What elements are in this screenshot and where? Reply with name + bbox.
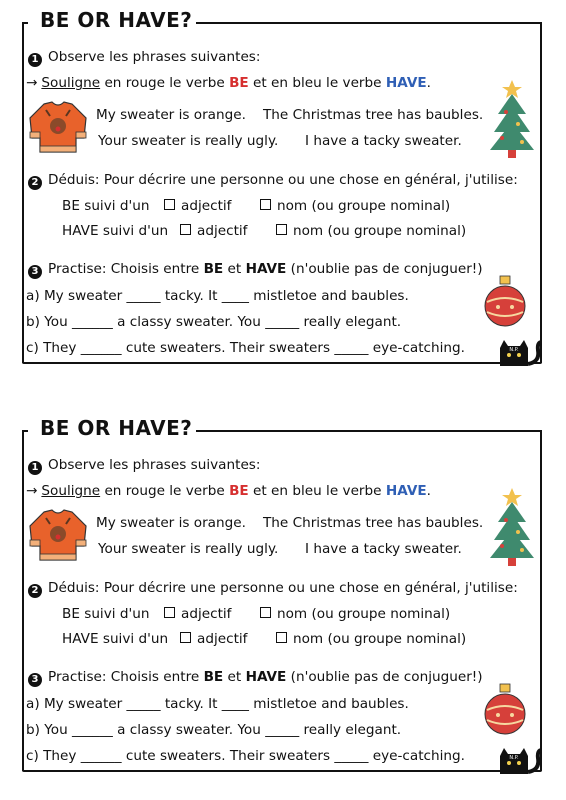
black-cat-icon (498, 746, 544, 774)
step-3: 3 Practise: Choisis entre BE et HAVE (n'oublie pas de conjuguer!) (28, 669, 483, 687)
exercise-b[interactable]: b) You ______ a classy sweater. You _____ really elegant. (26, 314, 402, 330)
option-be-adjective[interactable]: adjectif (164, 606, 231, 622)
option-have-noun[interactable]: nom (ou groupe nominal) (276, 631, 466, 647)
option-have-adjective[interactable]: adjectif (180, 631, 247, 647)
sweater-icon (26, 506, 90, 564)
exercise-b[interactable]: b) You ______ a classy sweater. You _____ really elegant. (26, 722, 402, 738)
checkbox[interactable] (180, 632, 191, 643)
sentence-3: Your sweater is really ugly. (98, 541, 279, 557)
checkbox[interactable] (276, 224, 287, 235)
exercise-a[interactable]: a) My sweater _____ tacky. It ____ mistletoe and baubles. (26, 696, 409, 712)
sentence-4: I have a tacky sweater. (305, 133, 462, 149)
checkbox[interactable] (164, 199, 175, 210)
option-be-noun[interactable]: nom (ou groupe nominal) (260, 198, 450, 214)
worksheet-frame (22, 22, 542, 364)
sweater-icon (26, 98, 90, 156)
sentence-4: I have a tacky sweater. (305, 541, 462, 557)
sentence-2: The Christmas tree has baubles. (263, 515, 484, 531)
svg-text:N.P.: N.P. (509, 347, 519, 353)
step-2: 2 Déduis: Pour décrire une personne ou une chose en général, j'utilise: (28, 580, 518, 598)
checkbox[interactable] (260, 607, 271, 618)
exercise-a[interactable]: a) My sweater _____ tacky. It ____ mistletoe and baubles. (26, 288, 409, 304)
option-have-adjective[interactable]: adjectif (180, 223, 247, 239)
bauble-icon (482, 682, 528, 740)
option-have-noun[interactable]: nom (ou groupe nominal) (276, 223, 466, 239)
option-row-be: BE suivi d'un (62, 198, 150, 214)
worksheet-1 (22, 8, 544, 364)
worksheet-frame (22, 430, 542, 772)
exercise-c[interactable]: c) They ______ cute sweaters. Their sweaters _____ eye-catching. (26, 748, 465, 764)
worksheet-title: BE OR HAVE? (36, 416, 196, 440)
instruction-line: → Souligne en rouge le verbe BE et en bleu le verbe HAVE. (26, 483, 431, 499)
step-3: 3 Practise: Choisis entre BE et HAVE (n'oublie pas de conjuguer!) (28, 261, 483, 279)
step-1: 1 Observe les phrases suivantes: (28, 49, 260, 67)
checkbox[interactable] (164, 607, 175, 618)
sentence-3: Your sweater is really ugly. (98, 133, 279, 149)
bauble-icon (482, 274, 528, 332)
worksheet-title: BE OR HAVE? (36, 8, 196, 32)
checkbox[interactable] (180, 224, 191, 235)
option-row-have: HAVE suivi d'un (62, 631, 169, 647)
svg-text:N.P.: N.P. (509, 755, 519, 761)
option-be-adjective[interactable]: adjectif (164, 198, 231, 214)
christmas-tree-icon (486, 486, 538, 568)
checkbox[interactable] (260, 199, 271, 210)
sentence-1: My sweater is orange. (96, 107, 246, 123)
black-cat-icon (498, 338, 544, 366)
worksheet-2 (22, 416, 544, 772)
option-row-be: BE suivi d'un (62, 606, 150, 622)
exercise-c[interactable]: c) They ______ cute sweaters. Their sweaters _____ eye-catching. (26, 340, 465, 356)
step-2: 2 Déduis: Pour décrire une personne ou une chose en général, j'utilise: (28, 172, 518, 190)
option-be-noun[interactable]: nom (ou groupe nominal) (260, 606, 450, 622)
checkbox[interactable] (276, 632, 287, 643)
sentence-1: My sweater is orange. (96, 515, 246, 531)
step-1: 1 Observe les phrases suivantes: (28, 457, 260, 475)
sentence-2: The Christmas tree has baubles. (263, 107, 484, 123)
instruction-line: → Souligne en rouge le verbe BE et en bleu le verbe HAVE. (26, 75, 431, 91)
christmas-tree-icon (486, 78, 538, 160)
option-row-have: HAVE suivi d'un (62, 223, 169, 239)
